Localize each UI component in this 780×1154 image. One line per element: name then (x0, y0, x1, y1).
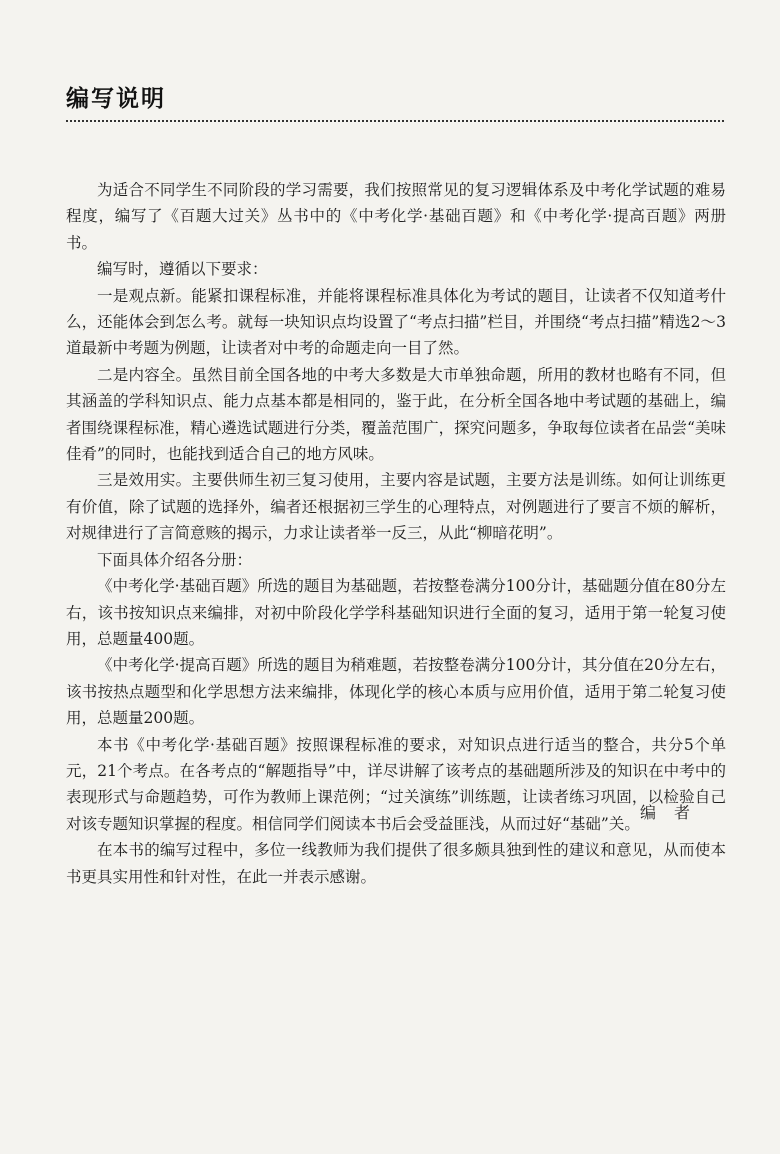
signature: 编者 (640, 803, 709, 822)
paragraph-point-three: 三是效用实。主要供师生初三复习使用，主要内容是试题，主要方法是训练。如何让训练更有价值，除了试题的选择外，编者还根据初三学生的心理特点，对例题进行了要言不烦的解析，对规律进行了言简意赅的揭示，力求让读者举一反三，从此“柳暗花明”。 (66, 471, 726, 543)
dotted-divider (66, 120, 724, 122)
paragraph-basic-volume: 《中考化学·基础百题》所选的题目为基础题，若按整卷满分100分计，基础题分值在80分左右，该书按知识点来编排，对初中阶段化学学科基础知识进行全面的复习，适用于第一轮复习使用，总题量400题。 (66, 577, 726, 648)
paragraph-point-two: 二是内容全。虽然目前全国各地的中考大多数是大市单独命题，所用的教材也略有不同，但其涵盖的学科知识点、能力点基本都是相同的，鉴于此，在分析全国各地中考试题的基础上，编者围绕课程标准，精心遴选试题进行分类，覆盖范围广，探究问题多，争取每位读者在品尝“美味佳肴”的同时，也能找到适合自己的地方风味。 (66, 365, 726, 464)
preface-body (66, 177, 726, 890)
paragraph-book-structure: 本书《中考化学·基础百题》按照课程标准的要求，对知识点进行适当的整合，共分5个单元，21个考点。在各考点的“解题指导”中，详尽讲解了该考点的基础题所涉及的知识在中考中的表现形式与命题趋势，可作为教师上课范例；“过关演练”训练题，让读者练习巩固，以检验自己对该专题知识掌握的程度。相信同学们阅读本书后会受益匪浅，从而过好“基础”关。 (66, 735, 726, 833)
paragraph-acknowledgement: 在本书的编写过程中，多位一线教师为我们提供了很多颇具独到性的建议和意见，从而使本书更具实用性和针对性，在此一并表示感谢。 (66, 841, 726, 886)
paragraph-requirements-lead: 编写时，遵循以下要求： (97, 260, 268, 279)
page-title: 编写说明 (66, 86, 166, 112)
paragraph-volumes-lead: 下面具体介绍各分册： (97, 550, 253, 569)
paragraph-intro: 为适合不同学生不同阶段的学习需要，我们按照常见的复习逻辑体系及中考化学试题的难易程度，编写了《百题大过关》丛书中的《中考化学·基础百题》和《中考化学·提高百题》两册书。 (66, 181, 726, 252)
paragraph-advanced-volume: 《中考化学·提高百题》所选的题目为稍难题，若按整卷满分100分计，其分值在20分左右，该书按热点题型和化学思想方法来编排，体现化学的核心本质与应用价值，适用于第二轮复习使用，总题量200题。 (66, 656, 726, 728)
paragraph-point-one: 一是观点新。能紧扣课程标准，并能将课程标准具体化为考试的题目，让读者不仅知道考什么，还能体会到怎么考。就每一块知识点均设置了“考点扫描”栏目，并围绕“考点扫描”精选2～3道最新中考题为例题，让读者对中考的命题走向一目了然。 (66, 286, 726, 358)
